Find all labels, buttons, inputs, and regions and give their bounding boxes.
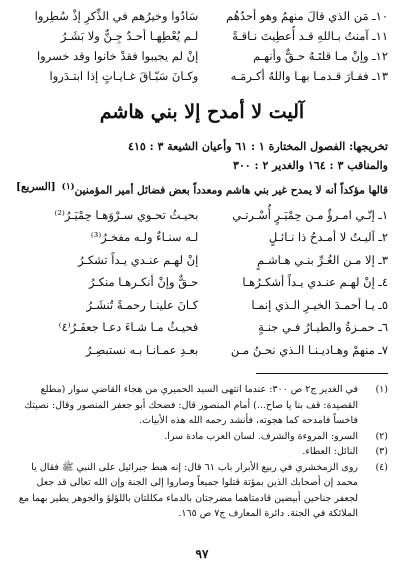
verse-first-hemistich: ٢ـ آليـتُ لا أمـدحُ ذا نـائـلٍ: [268, 230, 388, 244]
footnote-number: (٢): [375, 430, 388, 442]
footnote: [16, 429, 388, 445]
verse-second-hemistich: لـه سنـاءٌ ولـه مفخـرُ⁽³⁾: [90, 230, 199, 244]
verse-first-hemistich: ١١ـ آمنتُ بـاللهِ قـد أُعطِيتَ نـاقـةً: [232, 29, 388, 43]
footnote-divider: [256, 373, 388, 374]
verse-second-hemistich: بعـدِ عمـانـا بـه نستبصِـرُ: [85, 342, 199, 357]
footnote-text: السرو: المروءة والشرف. لسان العرب مادة سرا.: [164, 430, 358, 442]
footnote-text: في الغدير ج٢ ص ٣٠٠: عندما انتهى السيد الحميري من هجاء القاضي سوار (مطلع القصيدة: قف بنا يا صاح...) أمام المنصور قال: فضحك أبو جعفر المنصور وقال: نصيتك فاخساً فامدحه كما هجوته، فأنشد رحمه الله هذه الأبيات.: [24, 384, 358, 426]
verse-first-hemistich: ١٠ـ مَن الذي قالَ منهمُ وهو أحدُهُم: [226, 9, 388, 23]
verse-second-hemistich: بحيـثُ تحـوي سـرْوَهـا حِمْيَـرُ⁽²⁾: [54, 207, 199, 222]
verse-line: [16, 294, 388, 317]
poem-title: آليت لا أمدح إلا بني هاشم: [99, 101, 305, 123]
verse-line: [16, 6, 388, 26]
verse-second-hemistich: حـقٌّ وإنْ أنكـرهـا منكـرُ: [88, 275, 199, 289]
verse-line: [16, 249, 388, 272]
footnote-number: (٣): [375, 446, 388, 457]
footnote-marker: (١): [61, 182, 75, 192]
footnotes: [16, 382, 388, 522]
sources-line: والمناقب ٣ : ١٦٤ والغدير ٢ : ٣٠٠: [232, 159, 388, 172]
verse-first-hemistich: ٧ـ منهمْ وهـاديـنـا الـذي نحـنُ مـن: [230, 342, 388, 357]
verse-line: [16, 226, 388, 249]
verse-first-hemistich: ١٢ـ وإنْ مـا قلتَـهُ حـقٌّ وأنهـم: [253, 49, 388, 63]
verse-line: [16, 26, 388, 46]
meter-label: [السريع]: [16, 181, 56, 193]
verse-line: [16, 316, 388, 339]
verse-second-hemistich: كـانَ علينـا رحمـةً تُنشَـرُ: [86, 297, 199, 312]
verse-second-hemistich: إنْ لهـم عنـدي يـداً تشكـرُ: [78, 252, 199, 267]
page-number: ٩٧: [195, 547, 209, 561]
verse-second-hemistich: إنْ لم يجيبوا فقدْ خانوا وقد خسروا: [36, 49, 199, 63]
verse-line: [16, 271, 388, 294]
verse-line: [16, 339, 388, 362]
verse-first-hemistich: ٣ـ إلا مـن الغُـرِّ بنـي هـاشـمٍ: [256, 252, 388, 267]
poem-intro: [16, 178, 388, 201]
footnote: [16, 460, 388, 522]
verse-first-hemistich: ١ـ إنّـي امـرؤٌ مـن حِمْيَـرٍ أُسْـرتـي: [232, 207, 388, 222]
verse-line: [16, 66, 388, 86]
verse-first-hemistich: ١٣ـ ففـارَ قـدمـا بهـا واللهُ أكـرمَـه: [230, 69, 388, 83]
verse-line: [16, 46, 388, 66]
verse-first-hemistich: ٦ـ حمـزةُ والطيـارُ فـي جنـةٍ: [258, 320, 388, 334]
intro-statement: [62, 178, 388, 201]
sources-line: تخريجها: الفصول المختارة ١ : ٦١ وأعيان الشيعة ٣ : ٤١٥: [128, 140, 388, 153]
verse-second-hemistich: فحيـثُ مـا شـاءَ دعـا جعفَـرُ⁽٤⁾: [58, 320, 199, 334]
verse-first-hemistich: ٥ـ يـا أحمـدَ الخيـرِ الـذي إنمـا: [251, 297, 388, 312]
footnote-number: (٤): [375, 461, 388, 473]
verse-line: [16, 204, 388, 227]
verse-first-hemistich: ٤ـ إنْ لهـم عنـدي يـداً أشكـرُهـا: [242, 275, 388, 289]
verse-second-hemistich: سَادُوا وخيرُهم في الذِّكرِ إذْ سُطِروا: [34, 9, 199, 23]
footnote-text: النائل: العطاء.: [302, 446, 358, 457]
footnote-text: روى الزمخشري في ربيع الأبرار باب ٦١ قال: إنه هبط جبرائيل على النبي ﷺ فقال يا محمد إن أصحابك الذين بمؤتة قتلوا جميعاً وصاروا إلى الجنة وإن الله تعالى قد جعل لجعفر جناحين أبيضين قادمتاهما مضرجتان بالدماء مكللتان باللؤلؤ والجوهر يطير بهما مع الملائكة في الجنة. دائرة المعارف ج٧ ص ١٦٥.: [18, 461, 358, 519]
continued-poem: [16, 6, 388, 86]
footnote-number: (١): [375, 384, 388, 395]
intro-text: قالها مؤكداً أنه لا يمدح غير بني هاشم ومعدداً بعض فضائل أمير المؤمنين: [74, 184, 388, 197]
verse-second-hemistich: وكـانَ سَبّـاقَ غـايـاتٍ إذا ابتـدَروا: [49, 69, 199, 83]
poem-body: [16, 204, 388, 362]
footnote: [16, 382, 388, 429]
verse-second-hemistich: لـم يُعْطِهـا أحـدٌ جِـنٌّ ولا بَشَـرُ: [60, 29, 199, 43]
footnote: [16, 444, 388, 460]
